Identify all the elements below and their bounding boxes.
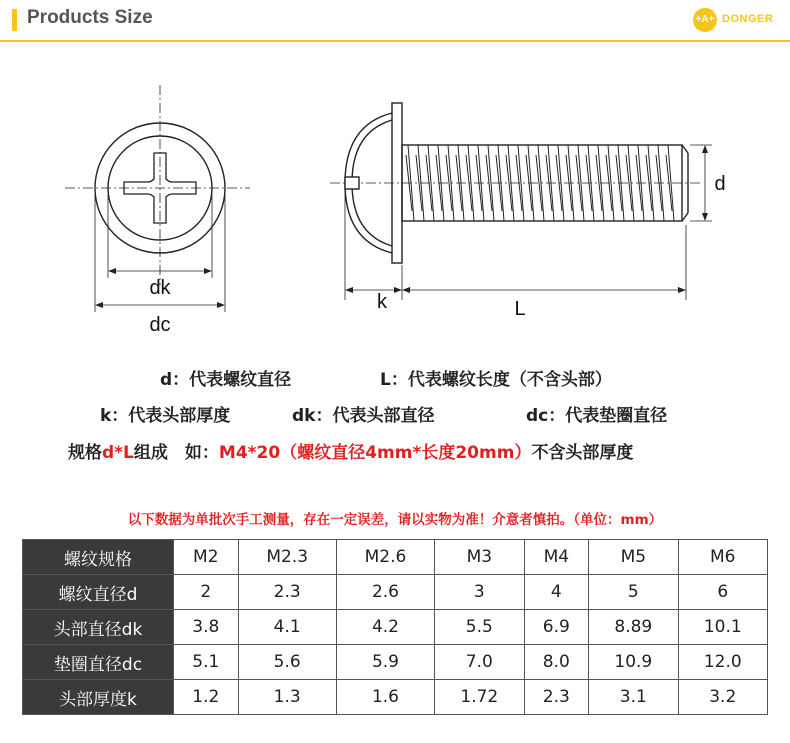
table-cell: M2 [174, 540, 239, 575]
legend-dc: dc：代表垫圈直径 [526, 406, 668, 426]
table-cell: 2 [174, 575, 239, 610]
table-cell: 1.2 [174, 680, 239, 715]
section-title: Products Size [27, 7, 153, 28]
screw-side-view [330, 103, 712, 300]
table-cell: M6 [678, 540, 767, 575]
table-row [23, 540, 768, 575]
row-header: 头部直径dk [23, 610, 174, 645]
example-highlight: M4*20（螺纹直径4mm*长度20mm） [218, 443, 532, 463]
table-cell: 1.72 [435, 680, 524, 715]
table-cell: M4 [524, 540, 589, 575]
spec-format-line [68, 438, 633, 463]
table-cell: 2.3 [524, 680, 589, 715]
L-dimension-label: L [514, 298, 526, 320]
example-suffix: 不含头部厚度 [531, 443, 634, 463]
table-cell: M2.3 [238, 540, 336, 575]
table-cell: 8.0 [524, 645, 589, 680]
header-underline [0, 40, 790, 42]
legend-d: d：代表螺纹直径 [160, 370, 292, 390]
row-header: 头部厚度k [23, 680, 174, 715]
table-cell: M3 [435, 540, 524, 575]
d-dimension-label: d [714, 173, 726, 195]
dk-dimension-label: dk [149, 277, 171, 299]
table-row [23, 645, 768, 680]
table-cell: 3 [435, 575, 524, 610]
table-cell: M5 [589, 540, 678, 575]
table-cell: 3.2 [678, 680, 767, 715]
table-cell: M2.6 [336, 540, 434, 575]
table-cell: 2.6 [336, 575, 434, 610]
legend-dk: dk：代表头部直径 [292, 406, 435, 426]
table-cell: 5.9 [336, 645, 434, 680]
row-header: 垫圈直径dc [23, 645, 174, 680]
table-cell: 1.6 [336, 680, 434, 715]
spec-highlight: d*L [102, 443, 134, 463]
spec-prefix: 规格 [68, 443, 102, 463]
table-cell: 6 [678, 575, 767, 610]
table-cell: 12.0 [678, 645, 767, 680]
table-cell: 3.8 [174, 610, 239, 645]
table-cell: 3.1 [589, 680, 678, 715]
table-cell: 10.9 [589, 645, 678, 680]
table-row [23, 680, 768, 715]
table-cell: 5.5 [435, 610, 524, 645]
table-cell: 4 [524, 575, 589, 610]
section-header [0, 0, 790, 42]
dc-dimension-label: dc [149, 314, 171, 336]
spec-suffix: 组成 如： [133, 443, 219, 463]
row-header: 螺纹规格 [23, 540, 174, 575]
brand-logo [693, 8, 783, 34]
table-cell: 5.1 [174, 645, 239, 680]
legend-k: k：代表头部厚度 [100, 406, 231, 426]
logo-text: DONGER [722, 13, 774, 25]
table-cell: 5.6 [238, 645, 336, 680]
header-accent-bar [12, 9, 17, 31]
table-cell: 8.89 [589, 610, 678, 645]
logo-mark-icon: +A+ [693, 8, 717, 32]
measurement-note: 以下数据为单批次手工测量，存在一定误差，请以实物为准！介意者慎拍。（单位：mm） [127, 512, 663, 528]
row-header: 螺纹直径d [23, 575, 174, 610]
table-cell: 1.3 [238, 680, 336, 715]
size-spec-table [22, 539, 768, 715]
table-row [23, 610, 768, 645]
table-cell: 10.1 [678, 610, 767, 645]
table-cell: 5 [589, 575, 678, 610]
table-cell: 4.2 [336, 610, 434, 645]
table-row [23, 575, 768, 610]
table-cell: 6.9 [524, 610, 589, 645]
table-cell: 7.0 [435, 645, 524, 680]
legend-L: L：代表螺纹长度（不含头部） [380, 370, 612, 390]
k-dimension-label: k [377, 291, 387, 313]
screw-dimension-drawing [0, 60, 790, 340]
table-cell: 2.3 [238, 575, 336, 610]
table-cell: 4.1 [238, 610, 336, 645]
